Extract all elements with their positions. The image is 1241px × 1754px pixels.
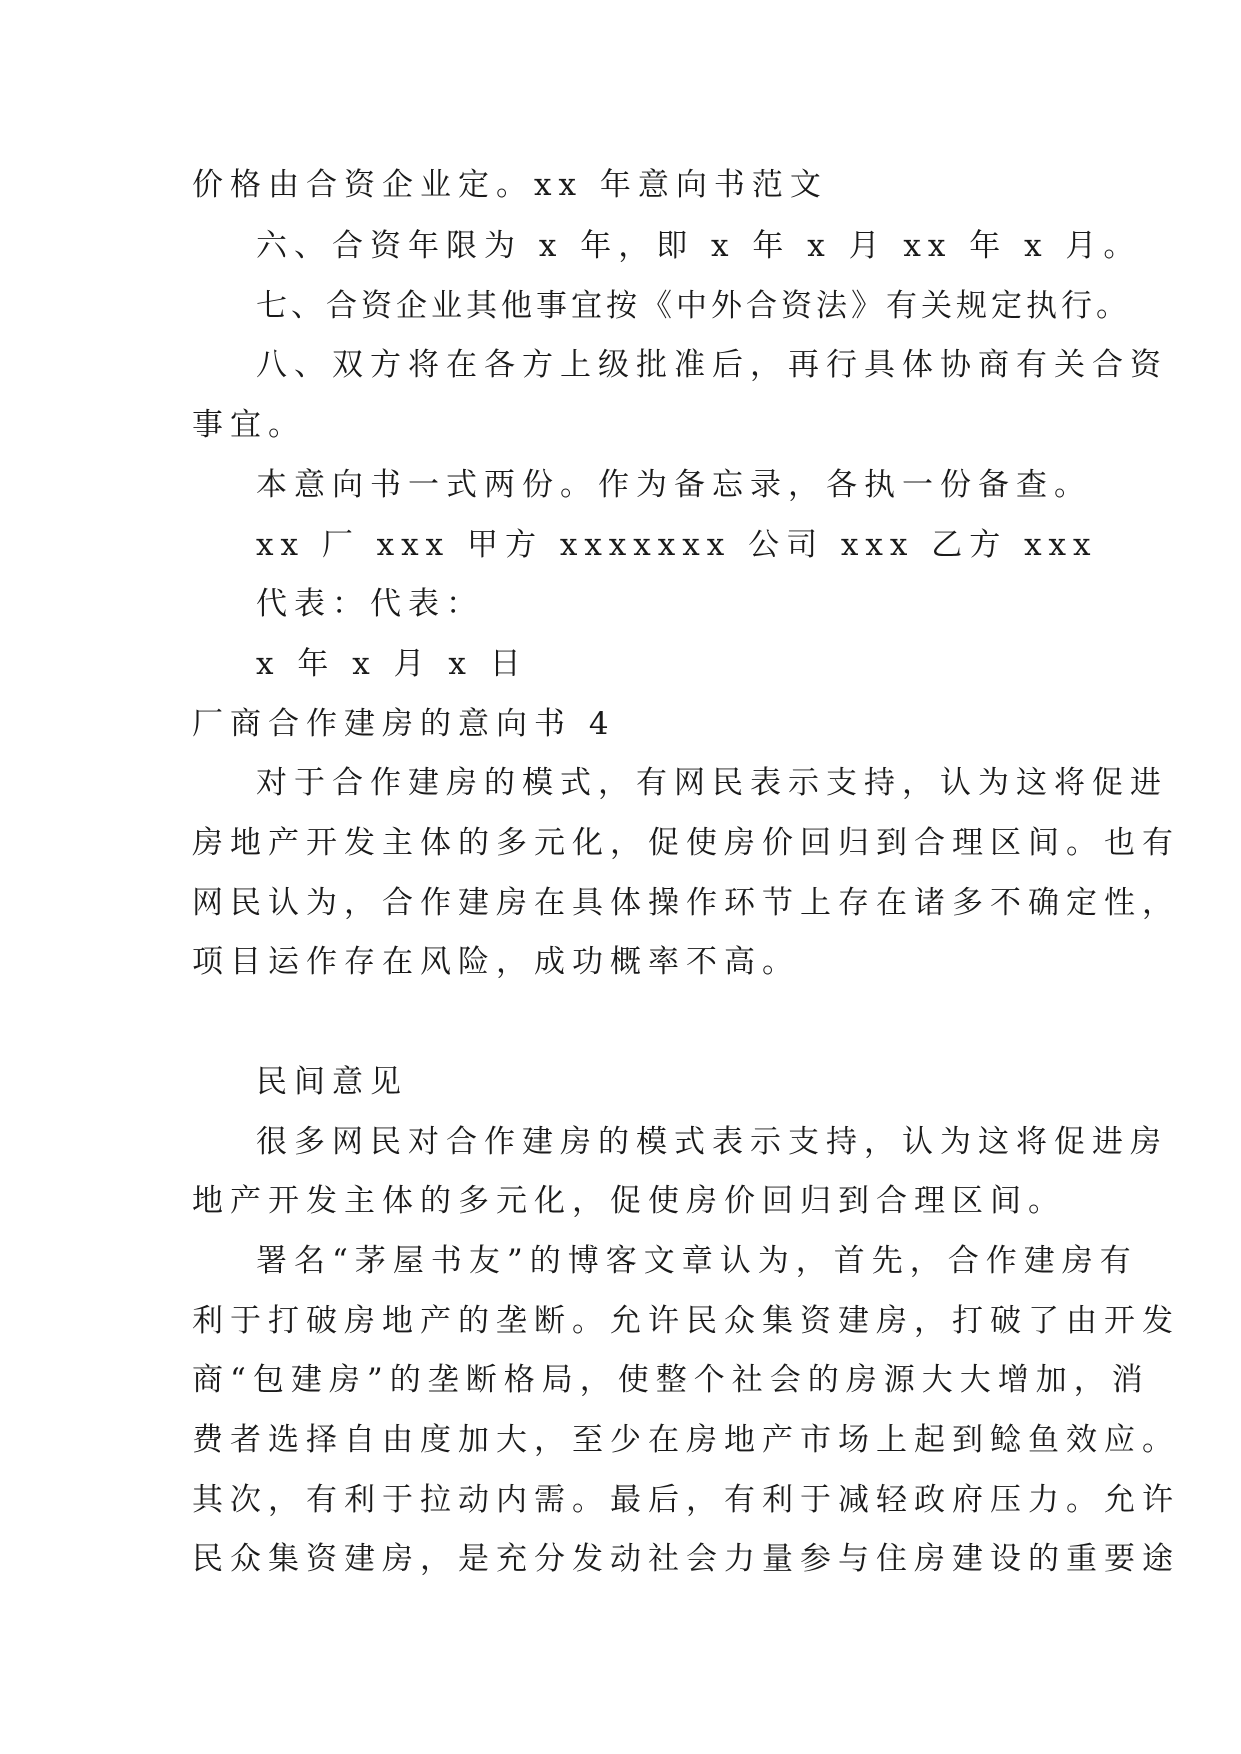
text-line: 很多网民对合作建房的模式表示支持，认为这将促进房 — [256, 1124, 1168, 1160]
text-line: 民众集资建房，是充分发动社会力量参与住房建设的重要途 — [192, 1541, 1180, 1577]
text-line: 地产开发主体的多元化，促使房价回归到合理区间。 — [192, 1183, 1066, 1219]
text-line: 商“包建房”的垄断格局，使整个社会的房源大大增加，消 — [192, 1362, 1150, 1398]
subheading: 民间意见 — [256, 1064, 408, 1100]
text-line: 事宜。 — [192, 407, 306, 443]
text-line: 六、合资年限为 x 年，即 x 年 x 月 xx 年 x 月。 — [256, 228, 1142, 264]
text-line: 项目运作存在风险，成功概率不高。 — [192, 944, 800, 980]
section-heading: 厂商合作建房的意向书 4 — [192, 706, 616, 742]
text-line: 网民认为，合作建房在具体操作环节上存在诸多不确定性， — [192, 885, 1180, 921]
text-line: 八、双方将在各方上级批准后，再行具体协商有关合资 — [256, 347, 1168, 383]
text-line: 署名“茅屋书友”的博客文章认为，首先，合作建房有 — [256, 1243, 1138, 1279]
text-line: 房地产开发主体的多元化，促使房价回归到合理区间。也有 — [192, 825, 1180, 861]
text-line: 价格由合资企业定。xx 年意向书范文 — [192, 167, 828, 203]
text-line: 利于打破房地产的垄断。允许民众集资建房，打破了由开发 — [192, 1303, 1180, 1339]
text-line: 费者选择自由度加大，至少在房地产市场上起到鲶鱼效应。 — [192, 1422, 1180, 1458]
text-line: 对于合作建房的模式，有网民表示支持，认为这将促进 — [256, 765, 1168, 801]
text-line: 其次，有利于拉动内需。最后，有利于减轻政府压力。允许 — [192, 1482, 1180, 1518]
text-line: xx 厂 xxx 甲方 xxxxxxx 公司 xxx 乙方 xxx — [256, 527, 1098, 563]
text-line: 本意向书一式两份。作为备忘录，各执一份备查。 — [256, 467, 1092, 503]
text-line: x 年 x 月 x 日 — [256, 646, 528, 682]
text-line: 七、合资企业其他事宜按《中外合资法》有关规定执行。 — [256, 288, 1131, 324]
text-line: 代表：代表： — [256, 586, 484, 622]
